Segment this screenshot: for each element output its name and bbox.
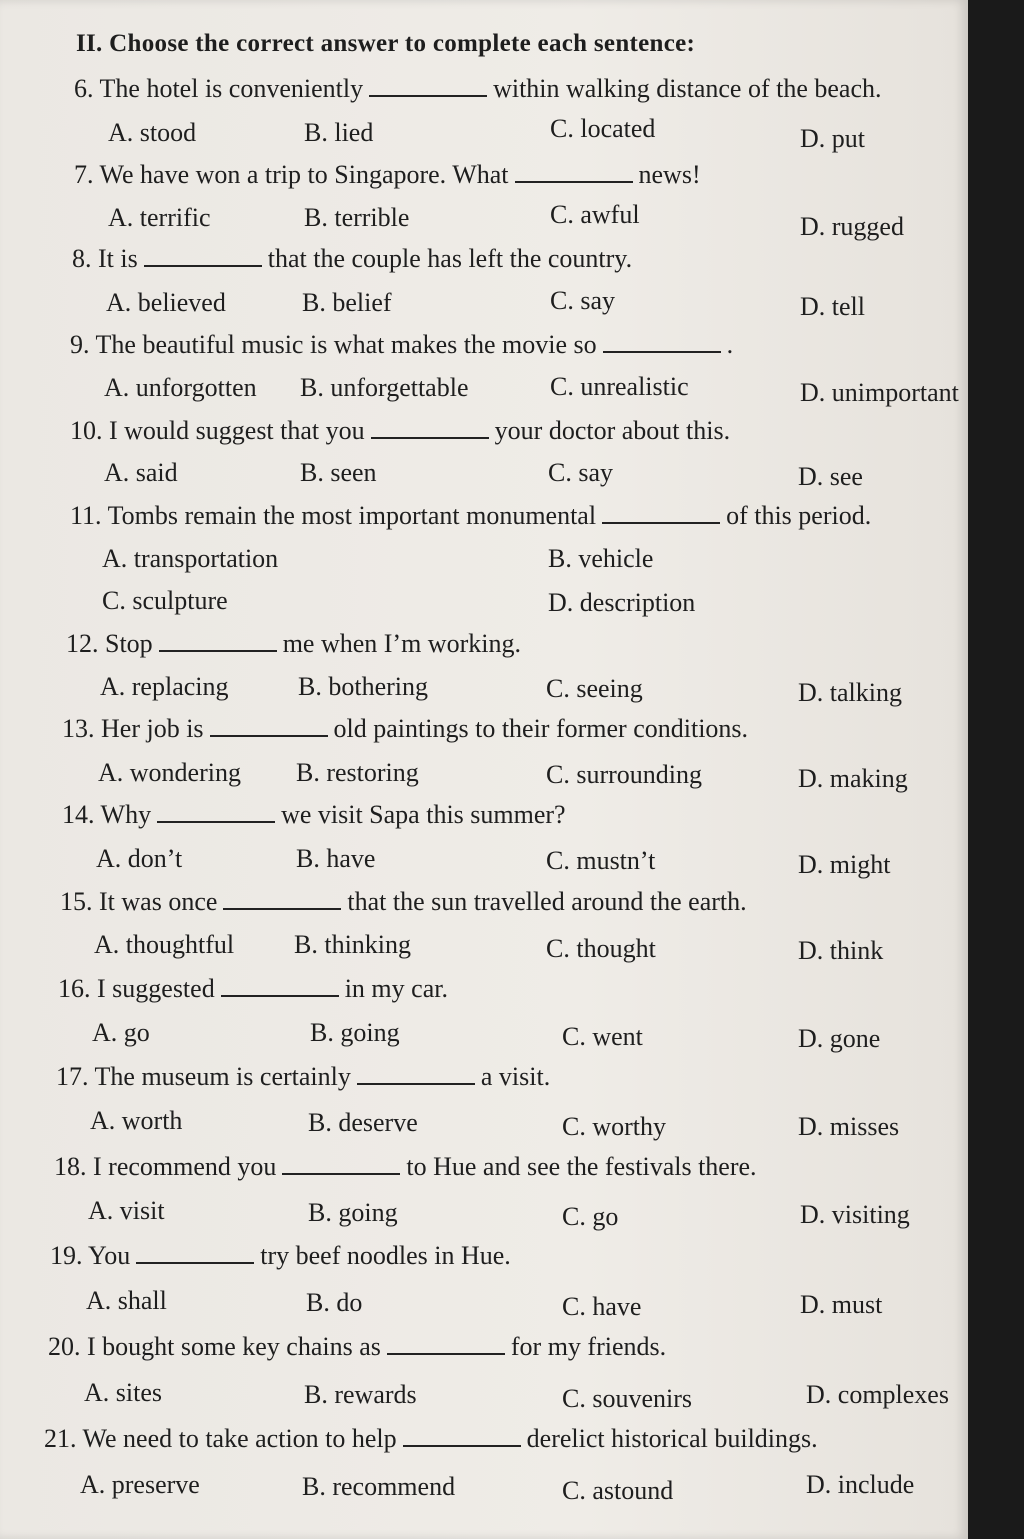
answer-blank[interactable] (603, 333, 721, 353)
option-d[interactable]: D. talking (798, 678, 902, 707)
option-d[interactable]: D. include (806, 1470, 915, 1499)
question-11 (70, 501, 871, 531)
option-c[interactable]: C. surrounding (546, 760, 702, 789)
question-text-after: try beef noodles in Hue. (260, 1241, 511, 1270)
question-text-before: I bought some key chains as (87, 1332, 381, 1361)
question-text-after: within walking distance of the beach. (493, 74, 882, 103)
option-c[interactable]: C. awful (550, 200, 640, 229)
option-d[interactable]: D. must (800, 1290, 883, 1319)
answer-blank[interactable] (357, 1065, 475, 1085)
question-text-before: I would suggest that you (109, 416, 365, 445)
option-d[interactable]: D. unimportant (800, 378, 959, 407)
question-text-before: Her job is (101, 714, 204, 743)
question-text-after: a visit. (480, 1062, 551, 1091)
option-d[interactable]: D. complexes (806, 1380, 949, 1409)
option-a[interactable]: A. preserve (80, 1470, 200, 1499)
question-text-before: Stop (105, 629, 153, 658)
question-text-after: for my friends. (510, 1332, 667, 1361)
question-text-before: We need to take action to help (82, 1424, 397, 1453)
question-number: 10. (70, 416, 103, 445)
question-number: 15. (60, 887, 93, 916)
question-text-after: news! (638, 160, 701, 189)
option-b[interactable]: B. recommend (302, 1472, 456, 1501)
question-text-after: old paintings to their former conditions. (333, 714, 749, 743)
question-19 (50, 1241, 511, 1271)
option-a[interactable]: A. stood (108, 118, 197, 147)
option-a[interactable]: A. worth (90, 1106, 183, 1135)
question-number: 11. (70, 501, 102, 530)
question-text-after: me when I’m working. (282, 629, 521, 658)
answer-blank[interactable] (159, 632, 277, 652)
question-number: 18. (54, 1152, 87, 1181)
answer-blank[interactable] (282, 1155, 400, 1175)
option-b[interactable]: B. seen (300, 458, 377, 487)
option-c[interactable]: C. say (550, 286, 615, 315)
answer-blank[interactable] (136, 1244, 254, 1264)
answer-blank[interactable] (371, 419, 489, 439)
question-text-after: your doctor about this. (494, 416, 731, 445)
question-text-after: that the sun travelled around the earth. (347, 887, 747, 916)
question-number: 13. (62, 714, 95, 743)
option-c[interactable]: C. located (550, 114, 656, 143)
option-b[interactable]: B. unforgettable (300, 373, 469, 402)
question-text-before: The beautiful music is what makes the movie so (95, 330, 597, 359)
question-text-before: It was once (99, 887, 218, 916)
question-number: 19. (50, 1241, 83, 1270)
option-b[interactable]: B. restoring (296, 758, 419, 787)
answer-blank[interactable] (369, 77, 487, 97)
option-c[interactable]: C. unrealistic (550, 372, 689, 401)
option-d[interactable]: D. visiting (800, 1200, 910, 1229)
option-b[interactable]: B. terrible (304, 203, 410, 232)
answer-blank[interactable] (403, 1427, 521, 1447)
option-d[interactable]: D. see (798, 462, 863, 491)
option-c[interactable]: C. say (548, 458, 613, 487)
option-a[interactable]: A. go (92, 1018, 150, 1047)
answer-blank[interactable] (602, 504, 720, 524)
question-number: 7. (74, 160, 94, 189)
question-number: 21. (44, 1424, 77, 1453)
question-text-before: I suggested (97, 974, 215, 1003)
option-b[interactable]: B. going (310, 1018, 400, 1047)
option-d[interactable]: D. description (548, 588, 696, 617)
question-8 (72, 244, 632, 274)
question-text-before: We have won a trip to Singapore. What (99, 160, 509, 189)
question-number: 9. (70, 330, 90, 359)
answer-blank[interactable] (515, 163, 633, 183)
option-b[interactable]: B. deserve (308, 1108, 418, 1137)
question-text-before: The hotel is conveniently (99, 74, 364, 103)
question-text-after: derelict historical buildings. (526, 1424, 818, 1453)
option-a[interactable]: A. replacing (100, 672, 229, 701)
option-b[interactable]: B. rewards (304, 1380, 417, 1409)
question-13 (62, 714, 748, 744)
question-21 (44, 1424, 818, 1454)
option-b[interactable]: B. bothering (298, 672, 428, 701)
option-c[interactable]: C. go (562, 1202, 619, 1231)
option-a[interactable]: A. said (104, 458, 178, 487)
question-text-after: to Hue and see the festivals there. (406, 1152, 757, 1181)
section-title: II. Choose the correct answer to complete each sentence: (76, 30, 696, 57)
question-text-after: of this period. (726, 501, 872, 530)
option-a[interactable]: A. transportation (102, 544, 279, 573)
question-text-after: that the couple has left the country. (267, 244, 633, 273)
option-a[interactable]: A. terrific (108, 203, 211, 232)
option-d[interactable]: D. gone (798, 1024, 881, 1053)
question-20 (48, 1332, 666, 1362)
option-b[interactable]: B. thinking (294, 930, 412, 959)
question-number: 16. (58, 974, 91, 1003)
question-7 (74, 160, 701, 190)
option-c[interactable]: C. souvenirs (562, 1384, 692, 1413)
question-number: 8. (72, 244, 92, 273)
option-a[interactable]: A. don’t (96, 844, 183, 873)
answer-blank[interactable] (221, 977, 339, 997)
question-number: 20. (48, 1332, 81, 1361)
option-a[interactable]: A. sites (84, 1378, 162, 1407)
question-18 (54, 1152, 757, 1182)
option-b[interactable]: B. vehicle (548, 544, 654, 573)
option-c[interactable]: C. have (562, 1292, 642, 1321)
option-a[interactable]: A. believed (106, 288, 226, 317)
question-text-after: in my car. (344, 974, 448, 1003)
option-b[interactable]: B. lied (304, 118, 374, 147)
option-a[interactable]: A. shall (86, 1286, 167, 1315)
option-c[interactable]: C. astound (562, 1476, 674, 1505)
question-6 (74, 74, 882, 104)
option-a[interactable]: A. thoughtful (94, 930, 235, 959)
option-c[interactable]: C. thought (546, 934, 656, 963)
option-a[interactable]: A. unforgotten (104, 373, 257, 402)
option-c[interactable]: C. worthy (562, 1112, 666, 1141)
question-text-before: It is (98, 244, 138, 273)
answer-blank[interactable] (210, 717, 328, 737)
question-16 (58, 974, 448, 1004)
answer-blank[interactable] (157, 803, 275, 823)
option-c[interactable]: C. went (562, 1022, 643, 1051)
option-c[interactable]: C. mustn’t (546, 846, 656, 875)
question-text-before: I recommend you (93, 1152, 277, 1181)
option-d[interactable]: D. making (798, 764, 908, 793)
option-b[interactable]: B. belief (302, 288, 392, 317)
option-d[interactable]: D. think (798, 936, 884, 965)
option-c[interactable]: C. sculpture (102, 586, 228, 615)
question-10 (70, 416, 730, 446)
question-text-before: You (88, 1241, 131, 1270)
option-d[interactable]: D. rugged (800, 212, 904, 241)
option-a[interactable]: A. visit (88, 1196, 165, 1225)
option-c[interactable]: C. seeing (546, 674, 643, 703)
option-d[interactable]: D. tell (800, 292, 865, 321)
question-14 (62, 800, 566, 830)
answer-blank[interactable] (223, 890, 341, 910)
question-17 (56, 1062, 550, 1092)
question-number: 17. (56, 1062, 89, 1091)
answer-blank[interactable] (387, 1335, 505, 1355)
option-b[interactable]: B. going (308, 1198, 398, 1227)
question-15 (60, 887, 747, 917)
question-9 (70, 330, 733, 360)
question-text-before: Tombs remain the most important monumental (107, 501, 597, 530)
option-d[interactable]: D. put (800, 124, 865, 153)
question-number: 6. (74, 74, 94, 103)
question-text-before: Why (100, 800, 152, 829)
option-a[interactable]: A. wondering (98, 758, 241, 787)
question-number: 12. (66, 629, 99, 658)
option-d[interactable]: D. might (798, 850, 891, 879)
question-12 (66, 629, 521, 659)
answer-blank[interactable] (144, 247, 262, 267)
option-b[interactable]: B. do (306, 1288, 363, 1317)
question-number: 14. (62, 800, 95, 829)
option-b[interactable]: B. have (296, 844, 376, 873)
option-d[interactable]: D. misses (798, 1112, 900, 1141)
question-text-after: . (726, 330, 734, 359)
question-text-after: we visit Sapa this summer? (281, 800, 566, 829)
question-text-before: The museum is certainly (94, 1062, 351, 1091)
